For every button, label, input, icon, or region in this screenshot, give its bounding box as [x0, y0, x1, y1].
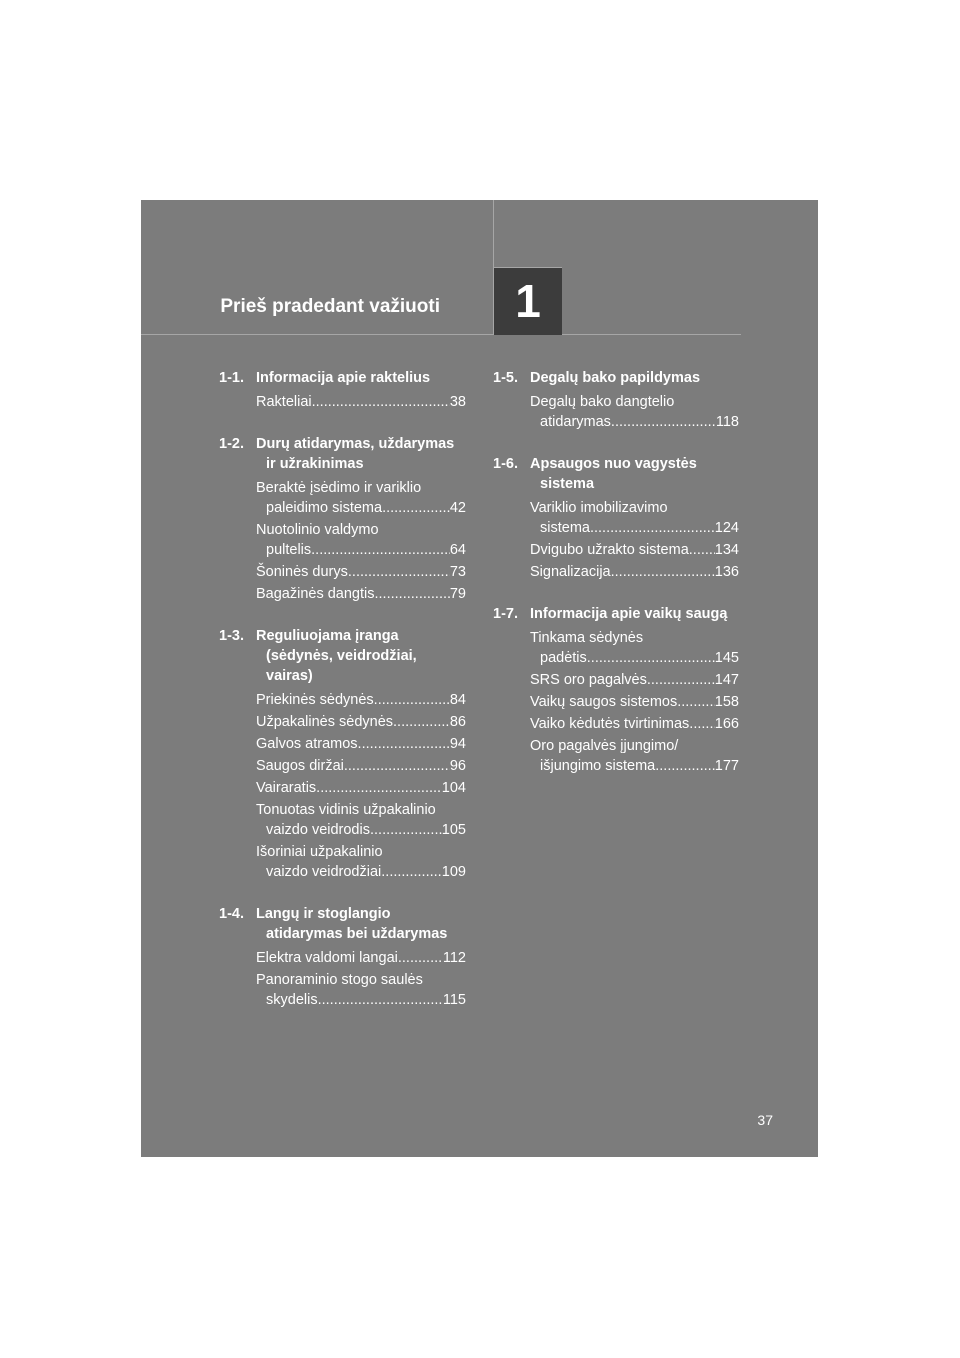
toc-entry-page: 177	[714, 758, 739, 774]
toc-entry-text-line: Oro pagalvės įjungimo/	[530, 738, 679, 754]
toc-section-number: 1-7.	[493, 606, 518, 622]
toc-section-heading	[219, 434, 466, 474]
dot-leader	[677, 692, 715, 712]
toc-section-title: Degalų bako papildymas	[530, 370, 701, 386]
toc-entry-last-line	[256, 392, 466, 412]
toc-section	[219, 904, 466, 1010]
toc-entry-last-line	[256, 948, 466, 968]
toc-entry-page: 86	[449, 714, 466, 730]
toc-entry[interactable]	[256, 520, 466, 560]
toc-entry-page: 124	[714, 520, 739, 536]
toc-entry-last-line	[530, 412, 739, 432]
toc-entry-page: 42	[449, 500, 466, 516]
dot-leader	[318, 990, 443, 1010]
toc-entry-label: Vaiko kėdutės tvirtinimas	[530, 716, 690, 732]
toc-entry-last-line	[256, 820, 466, 840]
toc-entry-label: Signalizacija	[530, 564, 611, 580]
toc-entry[interactable]	[530, 540, 739, 560]
dot-leader	[382, 498, 450, 518]
toc-entry-label: Galvos atramos	[256, 736, 358, 752]
toc-entry-text-line: Beraktė įsėdimo ir variklio	[256, 480, 422, 496]
toc-entry-page: 79	[449, 586, 466, 602]
toc-section-number: 1-4.	[219, 906, 244, 922]
toc-entry-label: išjungimo sistema	[540, 758, 656, 774]
toc-section-number: 1-6.	[493, 456, 518, 472]
toc-entry-page: 96	[449, 758, 466, 774]
toc-entry[interactable]	[256, 970, 466, 1010]
toc-section	[219, 626, 466, 882]
dot-leader	[689, 540, 715, 560]
toc-entry-last-line	[256, 778, 466, 798]
toc-entry-page: 64	[449, 542, 466, 558]
dot-leader	[611, 412, 716, 432]
toc-column-right	[493, 368, 739, 798]
toc-entry-text-line: Išoriniai užpakalinio	[256, 844, 383, 860]
toc-entry-page: 73	[449, 564, 466, 580]
toc-section-number: 1-2.	[219, 436, 244, 452]
toc-entry-label: atidarymas	[540, 414, 611, 430]
toc-entry-label: Vairaratis	[256, 780, 317, 796]
toc-entry-last-line	[256, 734, 466, 754]
toc-entry-last-line	[530, 670, 739, 690]
toc-entry-last-line	[530, 562, 739, 582]
toc-entry[interactable]	[256, 778, 466, 798]
toc-entry-last-line	[530, 714, 739, 734]
toc-entry[interactable]	[256, 842, 466, 882]
dot-leader	[689, 714, 715, 734]
dot-leader	[398, 948, 443, 968]
toc-entry[interactable]	[530, 670, 739, 690]
toc-entry-last-line	[256, 540, 466, 560]
dot-leader	[590, 518, 715, 538]
toc-section	[219, 434, 466, 604]
toc-entry-last-line	[256, 712, 466, 732]
toc-entry-page: 94	[449, 736, 466, 752]
toc-entry[interactable]	[256, 712, 466, 732]
dot-leader	[393, 712, 450, 732]
toc-section-title: Informacija apie vaikų saugą	[530, 606, 728, 622]
dot-leader	[655, 756, 715, 776]
toc-entry-page: 136	[714, 564, 739, 580]
toc-entry-text-line: Panoraminio stogo saulės	[256, 972, 423, 988]
toc-entry[interactable]	[530, 562, 739, 582]
toc-entry[interactable]	[530, 628, 739, 668]
toc-column-left	[219, 368, 466, 1032]
dot-leader	[312, 392, 450, 412]
dot-leader	[348, 562, 450, 582]
toc-entry[interactable]	[256, 800, 466, 840]
dot-leader	[358, 734, 450, 754]
toc-entry-page: 115	[442, 992, 466, 1008]
dot-leader	[647, 670, 715, 690]
toc-section-heading	[493, 368, 739, 388]
toc-entry-label: paleidimo sistema	[266, 500, 383, 516]
dot-leader	[611, 562, 715, 582]
toc-entry[interactable]	[256, 756, 466, 776]
toc-entry-label: vaizdo veidrodžiai	[266, 864, 382, 880]
toc-entry[interactable]	[256, 734, 466, 754]
toc-entry-label: Bagažinės dangtis	[256, 586, 375, 602]
toc-section-heading	[219, 368, 466, 388]
toc-entry-last-line	[530, 518, 739, 538]
divider-horizontal	[141, 334, 741, 335]
dot-leader	[374, 690, 450, 710]
toc-entry-label: Elektra valdomi langai	[256, 950, 398, 966]
toc-entry-last-line	[530, 692, 739, 712]
chapter-title: Prieš pradedant važiuoti	[220, 296, 440, 317]
toc-entry-text-line: Tonuotas vidinis užpakalinio	[256, 802, 436, 818]
toc-section-heading	[219, 626, 466, 686]
toc-entry[interactable]	[256, 562, 466, 582]
toc-section	[493, 368, 739, 432]
toc-entry-text-line: Variklio imobilizavimo	[530, 500, 668, 516]
toc-entry[interactable]	[256, 948, 466, 968]
toc-entry-label: pultelis	[266, 542, 312, 558]
toc-entry-page: 166	[714, 716, 739, 732]
toc-entry[interactable]	[256, 392, 466, 412]
toc-entry-last-line	[256, 498, 466, 518]
toc-section	[219, 368, 466, 412]
toc-entry-page: 158	[714, 694, 739, 710]
toc-entry-label: Šoninės durys	[256, 564, 348, 580]
toc-section-title: Durų atidarymas, uždarymas ir užrakinimas	[256, 436, 455, 472]
toc-entry[interactable]	[256, 478, 466, 518]
dot-leader	[370, 820, 442, 840]
toc-entry-page: 112	[442, 950, 466, 966]
toc-item-list	[219, 948, 466, 1010]
toc-entry-last-line	[256, 756, 466, 776]
toc-section-heading	[493, 454, 739, 494]
toc-entry-label: Vaikų saugos sistemos	[530, 694, 678, 710]
toc-section-heading	[493, 604, 739, 624]
toc-entry-label: Priekinės sėdynės	[256, 692, 374, 708]
toc-entry-last-line	[256, 990, 466, 1010]
dot-leader	[311, 540, 450, 560]
toc-entry-page: 145	[714, 650, 739, 666]
toc-section-number: 1-5.	[493, 370, 518, 386]
toc-item-list	[493, 628, 739, 776]
toc-entry-label: Rakteliai	[256, 394, 312, 410]
toc-section-heading	[219, 904, 466, 944]
toc-entry-page: 109	[441, 864, 466, 880]
toc-entry[interactable]	[256, 584, 466, 604]
toc-entry-label: SRS oro pagalvės	[530, 672, 647, 688]
dot-leader	[316, 778, 442, 798]
dot-leader	[587, 648, 715, 668]
toc-entry-page: 105	[441, 822, 466, 838]
toc-item-list	[219, 478, 466, 604]
toc-entry-page: 118	[715, 414, 739, 430]
page-number: 37	[757, 1112, 773, 1128]
toc-entry-last-line	[530, 756, 739, 776]
toc-section-number: 1-1.	[219, 370, 244, 386]
chapter-number-box: 1	[493, 267, 562, 335]
toc-entry-label: Dvigubo užrakto sistema	[530, 542, 689, 558]
toc-entry[interactable]	[530, 736, 739, 776]
toc-entry-last-line	[256, 862, 466, 882]
toc-entry[interactable]	[530, 498, 739, 538]
toc-section-title: Informacija apie raktelius	[256, 370, 431, 386]
toc-entry-label: vaizdo veidrodis	[266, 822, 370, 838]
toc-entry-page: 147	[714, 672, 739, 688]
toc-entry[interactable]	[530, 392, 739, 432]
dot-leader	[381, 862, 442, 882]
toc-entry-last-line	[256, 562, 466, 582]
toc-entry-page: 38	[449, 394, 466, 410]
chapter-panel	[141, 200, 818, 1157]
toc-entry-label: sistema	[540, 520, 590, 536]
toc-entry-label: padėtis	[540, 650, 587, 666]
toc-item-list	[219, 690, 466, 882]
toc-item-list	[219, 392, 466, 412]
toc-entry-text-line: Tinkama sėdynės	[530, 630, 644, 646]
dot-leader	[375, 584, 450, 604]
toc-entry[interactable]	[256, 690, 466, 710]
toc-item-list	[493, 498, 739, 582]
toc-entry[interactable]	[530, 692, 739, 712]
toc-entry-text-line: Degalų bako dangtelio	[530, 394, 675, 410]
toc-entry-page: 134	[714, 542, 739, 558]
toc-section-title: Langų ir stoglangio atidarymas bei uždarymas	[256, 906, 448, 942]
toc-section-number: 1-3.	[219, 628, 244, 644]
toc-entry-text-line: Nuotolinio valdymo	[256, 522, 379, 538]
toc-entry-page: 84	[449, 692, 466, 708]
toc-entry-last-line	[530, 540, 739, 560]
toc-entry-label: Užpakalinės sėdynės	[256, 714, 394, 730]
toc-entry-last-line	[530, 648, 739, 668]
toc-entry-label: skydelis	[266, 992, 318, 1008]
dot-leader	[344, 756, 450, 776]
toc-entry[interactable]	[530, 714, 739, 734]
toc-section	[493, 454, 739, 582]
toc-section	[493, 604, 739, 776]
toc-entry-page: 104	[441, 780, 466, 796]
toc-item-list	[493, 392, 739, 432]
toc-entry-label: Saugos diržai	[256, 758, 344, 774]
toc-section-title: Reguliuojama įranga (sėdynės, veidrodžiai, vairas)	[256, 628, 417, 684]
toc-entry-last-line	[256, 690, 466, 710]
toc-section-title: Apsaugos nuo vagystės sistema	[530, 456, 697, 492]
toc-entry-last-line	[256, 584, 466, 604]
